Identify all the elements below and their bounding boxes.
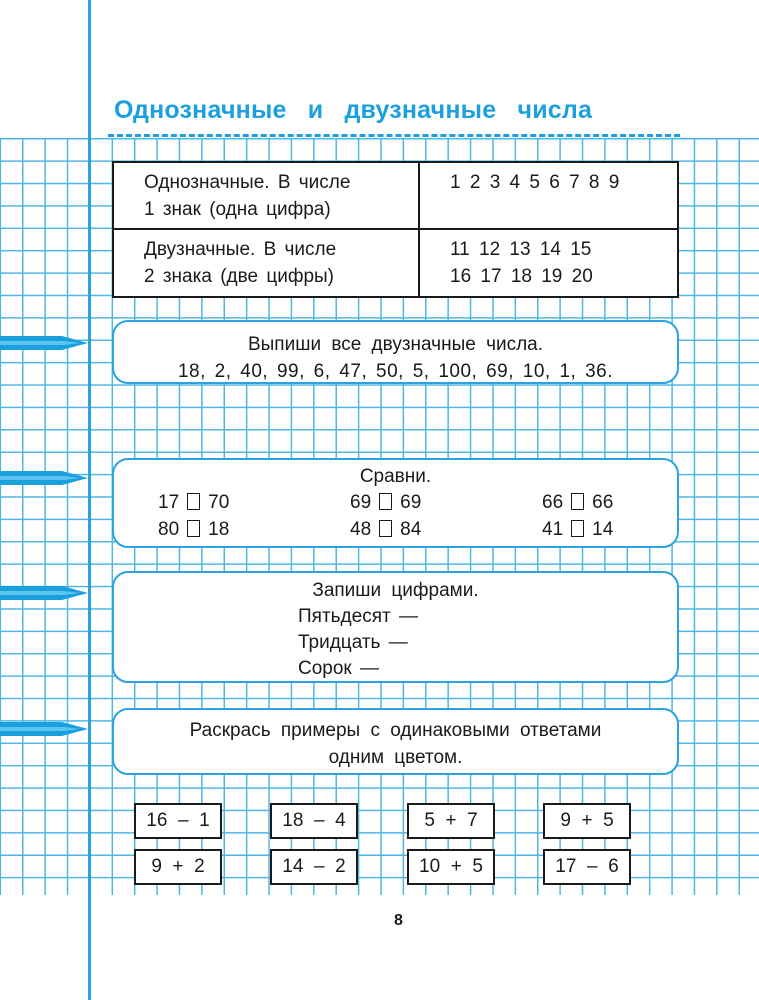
comparison-answer-box[interactable]: [379, 520, 392, 537]
page-number: 8: [394, 912, 403, 929]
pencil-arrow-icon: [0, 334, 100, 352]
comparison-right: 84: [400, 519, 422, 540]
number-word: Пятьдесят —: [298, 606, 418, 627]
comparison-answer-box[interactable]: [571, 493, 584, 510]
comparison-left: 17: [158, 492, 180, 513]
expression-box[interactable]: 18 – 4: [270, 803, 358, 839]
table-text: 2 знака (две цифры): [144, 265, 335, 287]
comparison-left: 41: [542, 519, 564, 540]
number-list: 18, 2, 40, 99, 6, 47, 50, 5, 100, 69, 10, 1, 36.: [177, 361, 613, 382]
comparison-item: [350, 517, 421, 543]
comparison-answer-box[interactable]: [571, 520, 584, 537]
comparison-left: 66: [542, 492, 564, 513]
task-color-matching-examples: [112, 708, 679, 775]
comparison-left: 48: [350, 519, 372, 540]
task-instruction: Сравни.: [359, 466, 432, 487]
number-word: Тридцать —: [298, 632, 408, 653]
comparison-right: 18: [208, 519, 230, 540]
table-cell-single-digit-definition: [114, 163, 420, 230]
comparison-right: 69: [400, 492, 422, 513]
table-text: Двузначные. В числе: [144, 238, 337, 260]
pencil-arrow-icon: [0, 584, 100, 602]
comparison-item: [158, 517, 229, 543]
table-text: Однозначные. В числе: [144, 172, 351, 193]
table-cell-single-digit-numbers: [420, 163, 677, 230]
table-cell-two-digit-definition: [114, 230, 420, 297]
table-text: 11 12 13 14 15: [450, 238, 592, 260]
title-dashed-underline: [108, 134, 680, 137]
expression-box[interactable]: 14 – 2: [270, 849, 358, 885]
comparison-right: 70: [208, 492, 230, 513]
task-instruction: Запиши цифрами.: [312, 580, 479, 601]
comparison-answer-box[interactable]: [379, 493, 392, 510]
task-write-two-digit-numbers: [112, 320, 679, 384]
pencil-arrow-icon: [0, 469, 100, 487]
comparison-right: 14: [592, 519, 614, 540]
number-word: Сорок —: [298, 658, 380, 679]
task-instruction: Раскрась примеры с одинаковыми ответами: [189, 720, 602, 741]
comparison-item: [542, 517, 613, 543]
page-title: Однозначные и двузначные числа: [114, 96, 593, 124]
expression-box[interactable]: 9 + 5: [543, 803, 631, 839]
comparison-answer-box[interactable]: [187, 520, 200, 537]
comparison-item: [158, 490, 229, 516]
task-instruction: одним цветом.: [328, 747, 463, 768]
table-text: 1 знак (одна цифра): [144, 199, 331, 220]
comparison-item: [350, 490, 421, 516]
task-instruction: Выпиши все двузначные числа.: [247, 334, 544, 355]
pencil-arrow-icon: [0, 720, 100, 738]
table-text: 1 2 3 4 5 6 7 8 9: [450, 172, 620, 193]
expression-box[interactable]: 16 – 1: [134, 803, 222, 839]
comparison-item: [542, 490, 613, 516]
task-write-in-digits: [112, 571, 679, 683]
number-types-table: [112, 161, 679, 298]
table-text: 16 17 18 19 20: [450, 265, 593, 287]
expression-box[interactable]: 9 + 2: [134, 849, 222, 885]
comparison-left: 69: [350, 492, 372, 513]
task-compare-numbers: [112, 458, 679, 548]
comparison-answer-box[interactable]: [187, 493, 200, 510]
expression-box[interactable]: 10 + 5: [407, 849, 495, 885]
expression-box[interactable]: 5 + 7: [407, 803, 495, 839]
expression-box[interactable]: 17 – 6: [543, 849, 631, 885]
notebook-margin-line: [88, 0, 91, 1000]
comparison-right: 66: [592, 492, 614, 513]
comparison-left: 80: [158, 519, 180, 540]
table-cell-two-digit-numbers: [420, 230, 677, 297]
